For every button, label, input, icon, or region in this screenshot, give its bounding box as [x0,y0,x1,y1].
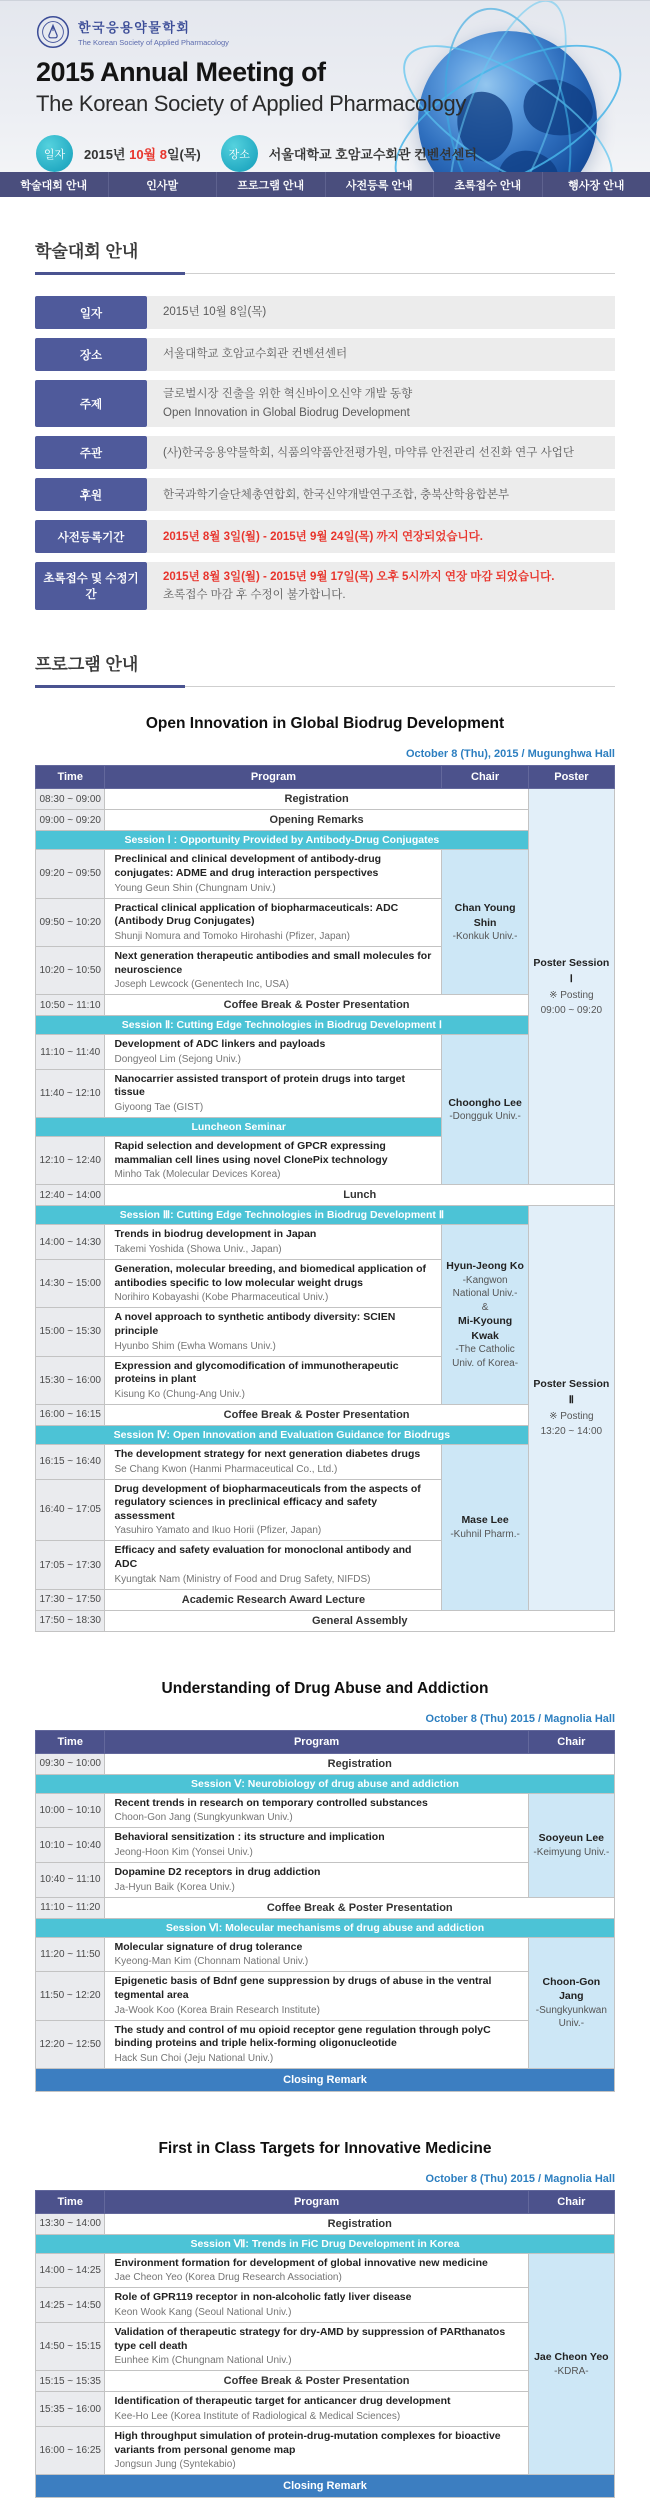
talk-speaker: Ja-Wook Koo (Korea Brain Research Institute) [114,2004,518,2017]
event-venue-text: 서울대학교 호암교수회관 컨벤션센터 [269,144,477,163]
talk-speaker: Norihiro Kobayashi (Kobe Pharmaceutical Univ.) [114,1291,432,1304]
society-seal-icon [36,15,70,49]
section-conference-info [35,237,615,610]
table-row [36,789,615,810]
talk-cell [105,2427,528,2475]
table-row [36,1828,615,1863]
table-row [36,2323,615,2371]
talk-cell [105,2392,528,2427]
time-cell: 11:10 ~ 11:20 [36,1897,105,1918]
time-cell: 15:00 ~ 15:30 [36,1308,105,1356]
talk-cell [105,946,442,994]
time-cell: 16:00 ~ 16:15 [36,1404,105,1425]
venue-badge: 장소 [221,135,258,172]
talk-speaker: Kisung Ko (Chung-Ang Univ.) [114,1388,432,1401]
program-table-title: First in Class Targets for Innovative Medicine [35,2140,615,2158]
table-row [36,2427,615,2475]
talk-title: Rapid selection and development of GPCR expressing mammalian cell lines using novel ClonePix technology [114,1140,432,1167]
table-header-row [36,1730,615,1753]
event-meta [36,135,497,172]
talk-cell [105,1225,442,1260]
society-name-ko: 한국응용약물학회 [78,17,229,36]
info-row-line: 초록접수 마감 후 수정이 불가합니다. [163,587,599,604]
info-row [35,436,615,469]
society-name-en: The Korean Society of Applied Pharmacology [78,38,229,47]
program-schedule-table [35,765,615,1631]
info-row-label: 후원 [35,478,147,511]
program-table-2 [35,1680,615,2092]
table-row [36,1972,615,2020]
program-event-cell: Coffee Break & Poster Presentation [105,2371,528,2392]
talk-title: Generation, molecular breeding, and biomedical application of antibodies specific to low molecular weight drugs [114,1263,432,1290]
time-cell: 15:30 ~ 16:00 [36,1356,105,1404]
time-cell: 14:50 ~ 15:15 [36,2323,105,2371]
table-row [36,1793,615,1828]
talk-title: Dopamine D2 receptors in drug addiction [114,1866,518,1880]
info-row [35,478,615,511]
table-row [36,2213,615,2234]
table-row [36,1937,615,1972]
talk-title: Validation of therapeutic strategy for dry-AMD by suppression of PARthanatos type cell death [114,2326,518,2353]
time-cell: 14:00 ~ 14:30 [36,1225,105,1260]
time-cell: 14:25 ~ 14:50 [36,2288,105,2323]
table-row [36,995,615,1016]
session-header-cell: Session Ⅳ: Open Innovation and Evaluation Guidance for Biodrugs [36,1425,529,1444]
nav-item-4[interactable]: 사전등록 안내 [325,172,434,197]
chair-cell: Mase Lee -Kuhnil Pharm.- [442,1444,528,1610]
poster-session-cell: Poster Session Ⅰ ※ Posting 09:00 ~ 09:20 [528,789,614,1185]
talk-cell [105,1356,442,1404]
column-header-time: Time [36,1730,105,1753]
table-row [36,1425,615,1444]
program-table-date-hall: October 8 (Thu) 2015 / Magnolia Hall [35,1713,615,1725]
talk-speaker: Dongyeol Lim (Sejong Univ.) [114,1053,432,1066]
talk-cell [105,1793,528,1828]
conference-info-table [35,296,615,610]
talk-title: High throughput simulation of protein-drug-mutation complexes for bioactive variants from personal genome map [114,2430,518,2457]
table-row [36,1753,615,1774]
chair-cell: Hyun-Jeong Ko -Kangwon National Univ.- & Mi-Kyoung Kwak -The Catholic Univ. of Korea- [442,1225,528,1404]
time-cell: 12:40 ~ 14:00 [36,1185,105,1206]
info-row [35,562,615,610]
table-row [36,1897,615,1918]
program-event-cell: General Assembly [105,1610,615,1631]
talk-cell [105,1137,442,1185]
date-badge: 일자 [36,135,73,172]
program-table-title: Understanding of Drug Abuse and Addiction [35,1680,615,1698]
talk-cell [105,850,442,898]
program-table-3 [35,2140,615,2498]
society-logo[interactable] [36,15,229,49]
table-row [36,1404,615,1425]
talk-title: Environment formation for development of global innovative new medicine [114,2257,518,2271]
table-row [36,1185,615,1206]
time-cell: 11:20 ~ 11:50 [36,1937,105,1972]
time-cell: 09:00 ~ 09:20 [36,810,105,831]
time-cell: 17:30 ~ 17:50 [36,1589,105,1610]
table-row [36,2392,615,2427]
table-row [36,1035,615,1070]
session-header-cell: Session Ⅵ: Molecular mechanisms of drug abuse and addiction [36,1918,615,1937]
program-event-cell: Registration [105,2213,615,2234]
info-row-label: 주관 [35,436,147,469]
talk-speaker: Shunji Nomura and Tomoko Hirohashi (Pfizer, Japan) [114,930,432,943]
table-row [36,2234,615,2253]
session-header-cell: Session Ⅴ: Neurobiology of drug abuse and addiction [36,1774,615,1793]
talk-speaker: Se Chang Kwon (Hanmi Pharmaceutical Co., Ltd.) [114,1463,432,1476]
info-row-label: 주제 [35,380,147,427]
talk-speaker: Young Geun Shin (Chungnam Univ.) [114,882,432,895]
talk-cell [105,2020,528,2068]
table-row [36,2253,615,2288]
column-header-chair: Chair [528,2190,614,2213]
column-header-chair: Chair [442,766,528,789]
table-row [36,1863,615,1898]
program-event-cell: Opening Remarks [105,810,528,831]
session-header-cell: Session Ⅰ : Opportunity Provided by Antibody-Drug Conjugates [36,831,529,850]
talk-speaker: Hyunbo Shim (Ewha Womans Univ.) [114,1340,432,1353]
info-row-value [147,478,615,511]
program-schedule-table [35,1730,615,2092]
time-cell: 10:10 ~ 10:40 [36,1828,105,1863]
info-row-value [147,380,615,427]
talk-speaker: Yasuhiro Yamato and Ikuo Horii (Pfizer, Japan) [114,1524,432,1537]
event-title-line1: 2015 Annual Meeting of [36,57,466,88]
talk-speaker: Minho Tak (Molecular Devices Korea) [114,1168,432,1181]
talk-cell [105,1444,442,1479]
talk-cell [105,1541,442,1589]
section-title-program: 프로그램 안내 [35,650,615,687]
time-cell: 10:40 ~ 11:10 [36,1863,105,1898]
talk-speaker: Ja-Hyun Baik (Korea Univ.) [114,1881,518,1894]
nav-item-5[interactable]: 초록접수 안내 [433,172,542,197]
program-event-cell: Registration [105,1753,615,1774]
talk-speaker: Eunhee Kim (Chungnam National Univ.) [114,2354,518,2367]
info-row-line: (사)한국응용약물학회, 식품의약품안전평가원, 마약류 안전관리 선진화 연구 사업단 [163,445,599,462]
closing-remark-cell: Closing Remark [36,2475,615,2498]
table-row [36,1016,615,1035]
time-cell: 14:00 ~ 14:25 [36,2253,105,2288]
info-row-value [147,562,615,610]
time-cell: 15:15 ~ 15:35 [36,2371,105,2392]
time-cell: 11:40 ~ 12:10 [36,1069,105,1117]
session-header-cell: Session Ⅶ: Trends in FiC Drug Development in Korea [36,2234,615,2253]
talk-title: The development strategy for next generation diabetes drugs [114,1448,432,1462]
program-tables [35,715,615,2498]
talk-title: Nanocarrier assisted transport of protein drugs into target tissue [114,1073,432,1100]
chair-cell: Chan Young Shin -Konkuk Univ.- [442,850,528,995]
talk-title: Drug development of biopharmaceuticals from the aspects of regulatory sciences in preclinical efficacy and safety assessment [114,1483,432,1524]
info-row-line: 2015년 8월 3일(월) - 2015년 9월 24일(목) 까지 연장되었습니다. [163,529,599,546]
table-row [36,1918,615,1937]
column-header-time: Time [36,766,105,789]
section-title-conference-info: 학술대회 안내 [35,237,615,274]
program-schedule-table [35,2190,615,2498]
time-cell: 09:20 ~ 09:50 [36,850,105,898]
talk-speaker: Choon-Gon Jang (Sungkyunkwan Univ.) [114,1811,518,1824]
table-row [36,1610,615,1631]
poster-session-cell: Poster Session Ⅱ ※ Posting 13:20 ~ 14:00 [528,1206,614,1610]
program-table-date-hall: October 8 (Thu) 2015 / Magnolia Hall [35,2173,615,2185]
info-row [35,520,615,553]
table-header-row [36,766,615,789]
info-row-value [147,436,615,469]
talk-title: Efficacy and safety evaluation for monoclonal antibody and ADC [114,1544,432,1571]
info-row-line: 2015년 10월 8일(목) [163,304,599,321]
chair-cell: Jae Cheon Yeo -KDRA- [528,2253,614,2474]
info-row-line: Open Innovation in Global Biodrug Development [163,405,599,422]
talk-cell [105,2253,528,2288]
chair-cell: Sooyeun Lee -Keimyung Univ.- [528,1793,614,1897]
talk-title: Practical clinical application of biopharmaceuticals: ADC (Antibody Drug Conjugates) [114,902,432,929]
info-row-value [147,520,615,553]
time-cell: 09:50 ~ 10:20 [36,898,105,946]
main-nav [0,172,650,197]
talk-title: Development of ADC linkers and payloads [114,1038,432,1052]
column-header-program: Program [105,1730,528,1753]
program-event-cell: Academic Research Award Lecture [105,1589,442,1610]
table-row [36,2288,615,2323]
table-row [36,810,615,831]
table-row [36,1225,615,1260]
talk-speaker: Takemi Yoshida (Showa Univ., Japan) [114,1243,432,1256]
talk-speaker: Keon Wook Kang (Seoul National Univ.) [114,2306,518,2319]
talk-cell [105,1972,528,2020]
talk-cell [105,1069,442,1117]
time-cell: 10:20 ~ 10:50 [36,946,105,994]
talk-title: Next generation therapeutic antibodies and small molecules for neuroscience [114,950,432,977]
time-cell: 08:30 ~ 09:00 [36,789,105,810]
talk-cell [105,1035,442,1070]
info-row-label: 장소 [35,338,147,371]
info-row [35,380,615,427]
table-row [36,831,615,850]
talk-title: Molecular signature of drug tolerance [114,1941,518,1955]
talk-title: Epigenetic basis of Bdnf gene suppression by drugs of abuse in the ventral tegmental area [114,1975,518,2002]
talk-cell [105,2288,528,2323]
time-cell: 11:50 ~ 12:20 [36,1972,105,2020]
talk-cell [105,1479,442,1541]
table-row [36,1206,615,1225]
time-cell: 11:10 ~ 11:40 [36,1035,105,1070]
time-cell: 17:05 ~ 17:30 [36,1541,105,1589]
time-cell: 17:50 ~ 18:30 [36,1610,105,1631]
program-event-cell: Coffee Break & Poster Presentation [105,1404,528,1425]
closing-remark-cell: Closing Remark [36,2068,615,2091]
page-content [0,237,650,2516]
time-cell: 12:20 ~ 12:50 [36,2020,105,2068]
program-event-cell: Lunch [105,1185,615,1206]
program-table-date-hall: October 8 (Thu), 2015 / Mugunghwa Hall [35,748,615,760]
info-row-value [147,296,615,329]
time-cell: 15:35 ~ 16:00 [36,2392,105,2427]
talk-cell [105,898,442,946]
info-row-label: 일자 [35,296,147,329]
program-event-cell: Coffee Break & Poster Presentation [105,995,528,1016]
table-row [36,850,615,898]
session-header-cell: Session Ⅱ: Cutting Edge Technologies in Biodrug Development Ⅰ [36,1016,529,1035]
time-cell: 13:30 ~ 14:00 [36,2213,105,2234]
time-cell: 09:30 ~ 10:00 [36,1753,105,1774]
talk-speaker: Kee-Ho Lee (Korea Institute of Radiological & Medical Sciences) [114,2410,518,2423]
program-table-title: Open Innovation in Global Biodrug Development [35,715,615,733]
event-title [36,57,466,117]
session-header-cell: Luncheon Seminar [36,1118,442,1137]
info-row-line: 서울대학교 호암교수회관 컨벤션센터 [163,346,599,363]
nav-item-2[interactable]: 인사말 [108,172,217,197]
talk-title: Recent trends in research on temporary controlled substances [114,1797,518,1811]
nav-item-6[interactable]: 행사장 안내 [542,172,650,197]
talk-title: Preclinical and clinical development of antibody-drug conjugates: ADME and drug interaction perspectives [114,853,432,880]
talk-title: Identification of therapeutic target for anticancer drug development [114,2395,518,2409]
column-header-poster: Poster [528,766,614,789]
time-cell: 16:00 ~ 16:25 [36,2427,105,2475]
column-header-time: Time [36,2190,105,2213]
talk-cell [105,1937,528,1972]
talk-cell [105,1308,442,1356]
program-table-1 [35,715,615,1631]
info-row-label: 사전등록기간 [35,520,147,553]
chair-cell: Choon-Gon Jang -Sungkyunkwan Univ.- [528,1937,614,2068]
talk-title: Expression and glycomodification of immunotherapeutic proteins in plant [114,1360,432,1387]
talk-title: The study and control of mu opioid receptor gene regulation through polyC binding proteins and triple helix-forming oligonucleotide [114,2024,518,2051]
info-row-value [147,338,615,371]
talk-title: A novel approach to synthetic antibody diversity: SCIEN principle [114,1311,432,1338]
time-cell: 12:10 ~ 12:40 [36,1137,105,1185]
info-row-line: 한국과학기술단체총연합회, 한국신약개발연구조합, 충북산학융합본부 [163,487,599,504]
event-date-text: 2015년 10월 8일(목) [84,144,201,163]
talk-speaker: Jongsun Jung (Syntekabio) [114,2458,518,2471]
talk-cell [105,1260,442,1308]
talk-title: Behavioral sensitization : its structure and implication [114,1831,518,1845]
program-event-cell: Coffee Break & Poster Presentation [105,1897,615,1918]
table-header-row [36,2190,615,2213]
table-row [36,2371,615,2392]
talk-title: Role of GPR119 receptor in non-alcoholic fatly liver disease [114,2291,518,2305]
talk-speaker: Jeong-Hoon Kim (Yonsei Univ.) [114,1846,518,1859]
talk-speaker: Kyeong-Man Kim (Chonnam National Univ.) [114,1955,518,1968]
time-cell: 16:15 ~ 16:40 [36,1444,105,1479]
page-header [0,0,650,197]
time-cell: 10:00 ~ 10:10 [36,1793,105,1828]
talk-cell [105,1863,528,1898]
talk-speaker: Joseph Lewcock (Genentech Inc, USA) [114,978,432,991]
column-header-chair: Chair [528,1730,614,1753]
time-cell: 10:50 ~ 11:10 [36,995,105,1016]
talk-title: Trends in biodrug development in Japan [114,1228,432,1242]
chair-cell: Choongho Lee -Dongguk Univ.- [442,1035,528,1185]
program-event-cell: Registration [105,789,528,810]
info-row [35,296,615,329]
table-row [36,1444,615,1479]
info-row-line: 2015년 8월 3일(월) - 2015년 9월 17일(목) 오후 5시까지 연장 마감 되었습니다. [163,569,599,586]
column-header-program: Program [105,766,442,789]
table-row [36,2068,615,2091]
talk-speaker: Hack Sun Choi (Jeju National Univ.) [114,2052,518,2065]
info-row [35,338,615,371]
talk-cell [105,1828,528,1863]
time-cell: 14:30 ~ 15:00 [36,1260,105,1308]
event-title-line2: The Korean Society of Applied Pharmacology [36,91,466,117]
info-row-line: 글로벌시장 진출을 위한 혁신바이오신약 개발 동향 [163,386,599,403]
talk-speaker: Giyoong Tae (GIST) [114,1101,432,1114]
column-header-program: Program [105,2190,528,2213]
section-program [35,650,615,2498]
time-cell: 16:40 ~ 17:05 [36,1479,105,1541]
table-row [36,2475,615,2498]
talk-cell [105,2323,528,2371]
info-row-label: 초록접수 및 수정기간 [35,562,147,610]
table-row [36,2020,615,2068]
talk-speaker: Kyungtak Nam (Ministry of Food and Drug Safety, NIFDS) [114,1573,432,1586]
nav-item-1[interactable]: 학술대회 안내 [0,172,108,197]
table-row [36,1774,615,1793]
session-header-cell: Session Ⅲ: Cutting Edge Technologies in Biodrug Development Ⅱ [36,1206,529,1225]
talk-speaker: Jae Cheon Yeo (Korea Drug Research Association) [114,2271,518,2284]
nav-item-3[interactable]: 프로그램 안내 [216,172,325,197]
